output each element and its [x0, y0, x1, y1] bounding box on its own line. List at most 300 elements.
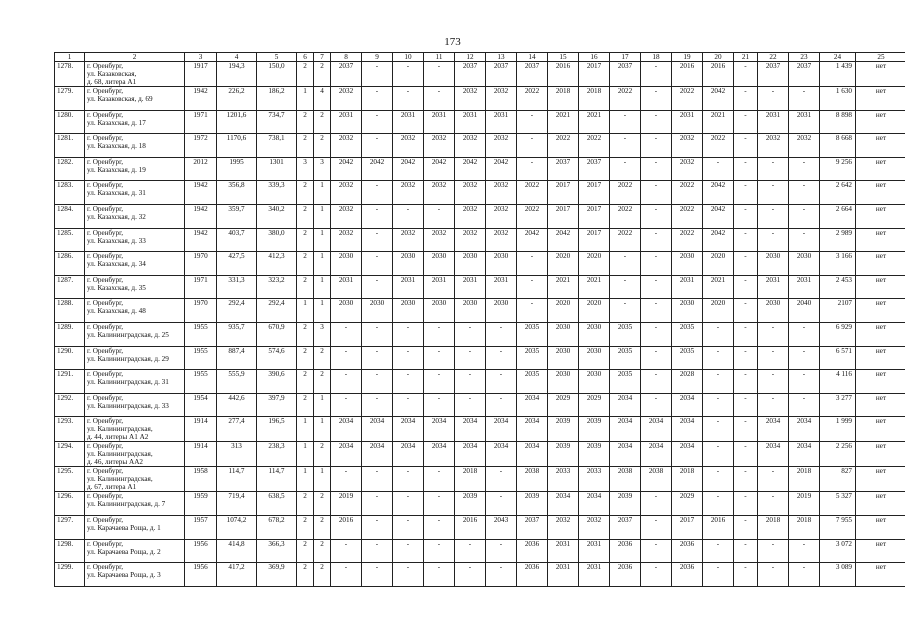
work-year-cell: 2017: [548, 181, 579, 205]
column-number-24: 24: [820, 53, 856, 62]
address-cell: [85, 181, 185, 205]
work-year-cell: 2039: [517, 492, 548, 516]
year-built: 1971: [185, 110, 217, 134]
year-built: 2012: [185, 157, 217, 181]
address-line: г. Оренбург,: [87, 204, 124, 213]
work-year-cell: -: [734, 62, 758, 87]
work-year-cell: -: [455, 370, 486, 394]
work-year-cell: 2032: [486, 134, 517, 158]
work-year-cell: -: [362, 492, 393, 516]
address-cell: [85, 252, 185, 276]
work-year-cell: -: [703, 563, 734, 587]
work-year-cell: 2021: [579, 110, 610, 134]
work-year-cell: 2034: [672, 442, 703, 467]
work-year-cell: 2032: [331, 181, 362, 205]
table-row: [55, 181, 905, 205]
total-area: 331,3: [217, 275, 257, 299]
year-built: 1942: [185, 181, 217, 205]
total-area: 277,4: [217, 417, 257, 442]
address-cell: [85, 442, 185, 467]
address-cell: [85, 110, 185, 134]
address-line: г. Оренбург,: [87, 134, 124, 143]
work-year-cell: 2037: [517, 515, 548, 539]
living-area: 114,7: [257, 467, 297, 492]
work-year-cell: 2042: [331, 157, 362, 181]
column-number-10: 10: [393, 53, 424, 62]
work-year-cell: 2031: [758, 110, 789, 134]
column-number-14: 14: [517, 53, 548, 62]
work-year-cell: 2037: [610, 515, 641, 539]
work-year-cell: 2034: [424, 442, 455, 467]
address-line: ул. Калининградская, д. 29: [87, 354, 169, 363]
work-year-cell: -: [362, 181, 393, 205]
row-number: 1290.: [55, 346, 85, 370]
status-flag: нет: [856, 563, 905, 587]
work-year-cell: 2037: [758, 62, 789, 87]
work-year-cell: -: [362, 204, 393, 228]
work-year-cell: -: [424, 322, 455, 346]
total-area: 292,4: [217, 299, 257, 323]
work-year-cell: 2030: [455, 299, 486, 323]
total-cost: 3 277: [820, 393, 856, 417]
work-year-cell: -: [393, 322, 424, 346]
work-year-cell: -: [789, 228, 820, 252]
year-built: 1971: [185, 275, 217, 299]
work-year-cell: 2029: [579, 393, 610, 417]
work-year-cell: 2036: [610, 563, 641, 587]
total-area: 1170,6: [217, 134, 257, 158]
total-area: 313: [217, 442, 257, 467]
entrances-count: 2: [314, 442, 331, 467]
work-year-cell: -: [703, 442, 734, 467]
work-year-cell: 2018: [455, 467, 486, 492]
work-year-cell: -: [424, 492, 455, 516]
year-built: 1955: [185, 370, 217, 394]
row-number: 1298.: [55, 539, 85, 563]
work-year-cell: 2037: [789, 62, 820, 87]
work-year-cell: -: [424, 467, 455, 492]
work-year-cell: 2034: [362, 442, 393, 467]
work-year-cell: -: [734, 322, 758, 346]
work-year-cell: 2020: [703, 299, 734, 323]
entrances-count: 1: [314, 299, 331, 323]
work-year-cell: -: [517, 252, 548, 276]
work-year-cell: 2016: [331, 515, 362, 539]
work-year-cell: -: [734, 87, 758, 111]
work-year-cell: 2034: [789, 442, 820, 467]
work-year-cell: 2034: [331, 417, 362, 442]
floors-count: 2: [297, 110, 314, 134]
total-cost: 1 439: [820, 62, 856, 87]
work-year-cell: -: [703, 492, 734, 516]
address-line: г. Оренбург,: [87, 275, 124, 284]
work-year-cell: 2038: [641, 467, 672, 492]
status-flag: нет: [856, 62, 905, 87]
floors-count: 2: [297, 181, 314, 205]
work-year-cell: 2016: [672, 62, 703, 87]
column-number-2: 2: [85, 53, 185, 62]
total-cost: 1 630: [820, 87, 856, 111]
status-flag: нет: [856, 275, 905, 299]
address-line: ул. Казахская, д. 34: [87, 260, 146, 269]
work-year-cell: -: [362, 134, 393, 158]
floors-count: 2: [297, 346, 314, 370]
work-year-cell: 2030: [424, 299, 455, 323]
work-year-cell: 2034: [610, 393, 641, 417]
work-year-cell: -: [455, 563, 486, 587]
work-year-cell: -: [641, 492, 672, 516]
work-year-cell: 2022: [517, 87, 548, 111]
work-year-cell: 2035: [517, 370, 548, 394]
entrances-count: 1: [314, 417, 331, 442]
work-year-cell: 2031: [455, 275, 486, 299]
work-year-cell: -: [517, 275, 548, 299]
row-number: 1285.: [55, 228, 85, 252]
work-year-cell: 2016: [548, 62, 579, 87]
total-cost: 4 116: [820, 370, 856, 394]
work-year-cell: 2030: [672, 299, 703, 323]
address-line: ул. Карачаева Роща, д. 1: [87, 523, 161, 532]
work-year-cell: -: [362, 87, 393, 111]
work-year-cell: 2030: [424, 252, 455, 276]
work-year-cell: 2022: [672, 204, 703, 228]
work-year-cell: -: [362, 275, 393, 299]
work-year-cell: 2031: [424, 110, 455, 134]
work-year-cell: -: [758, 157, 789, 181]
address-line: ул. Казахская, д. 48: [87, 307, 146, 316]
work-year-cell: -: [362, 467, 393, 492]
total-area: 719,4: [217, 492, 257, 516]
work-year-cell: 2030: [548, 370, 579, 394]
row-number: 1284.: [55, 204, 85, 228]
work-year-cell: -: [393, 492, 424, 516]
address-line: г. Оренбург,: [87, 157, 124, 166]
work-year-cell: 2018: [672, 467, 703, 492]
living-area: 734,7: [257, 110, 297, 134]
work-year-cell: -: [362, 322, 393, 346]
work-year-cell: 2018: [789, 467, 820, 492]
housing-register-table: [54, 52, 905, 587]
total-area: 442,6: [217, 393, 257, 417]
work-year-cell: 2032: [486, 228, 517, 252]
work-year-cell: -: [641, 252, 672, 276]
work-year-cell: -: [641, 563, 672, 587]
work-year-cell: 2022: [579, 134, 610, 158]
address-cell: [85, 393, 185, 417]
address-line: ул. Казаковская,: [87, 70, 137, 78]
address-line: г. Оренбург,: [87, 515, 124, 524]
column-number-1: 1: [55, 53, 85, 62]
work-year-cell: -: [610, 252, 641, 276]
entrances-count: 3: [314, 322, 331, 346]
work-year-cell: 2034: [362, 417, 393, 442]
work-year-cell: 2032: [486, 87, 517, 111]
work-year-cell: 2031: [672, 110, 703, 134]
work-year-cell: -: [641, 204, 672, 228]
total-area: 887,4: [217, 346, 257, 370]
work-year-cell: 2021: [579, 275, 610, 299]
total-area: 226,2: [217, 87, 257, 111]
table-row: [55, 157, 905, 181]
work-year-cell: -: [486, 467, 517, 492]
work-year-cell: 2031: [672, 275, 703, 299]
address-line: г. Оренбург,: [87, 228, 124, 237]
work-year-cell: -: [703, 393, 734, 417]
work-year-cell: 2036: [517, 563, 548, 587]
work-year-cell: 2042: [703, 181, 734, 205]
status-flag: нет: [856, 228, 905, 252]
work-year-cell: -: [610, 275, 641, 299]
entrances-count: 2: [314, 563, 331, 587]
work-year-cell: 2034: [517, 417, 548, 442]
work-year-cell: -: [393, 370, 424, 394]
work-year-cell: -: [424, 539, 455, 563]
address-line: г. Оренбург,: [87, 417, 124, 426]
work-year-cell: 2020: [548, 299, 579, 323]
work-year-cell: -: [734, 204, 758, 228]
year-built: 1955: [185, 346, 217, 370]
work-year-cell: 2022: [517, 204, 548, 228]
work-year-cell: -: [758, 204, 789, 228]
column-number-11: 11: [424, 53, 455, 62]
work-year-cell: 2034: [610, 417, 641, 442]
living-area: 340,2: [257, 204, 297, 228]
work-year-cell: 2021: [548, 275, 579, 299]
work-year-cell: 2030: [758, 299, 789, 323]
work-year-cell: -: [641, 539, 672, 563]
address-cell: [85, 299, 185, 323]
work-year-cell: -: [362, 370, 393, 394]
entrances-count: 3: [314, 157, 331, 181]
address-line: г. Оренбург,: [87, 346, 124, 355]
work-year-cell: 2031: [331, 275, 362, 299]
work-year-cell: 2031: [393, 275, 424, 299]
address-line: г. Оренбург,: [87, 539, 124, 548]
table-row: [55, 62, 905, 87]
work-year-cell: 2030: [486, 299, 517, 323]
work-year-cell: -: [517, 110, 548, 134]
work-year-cell: -: [789, 539, 820, 563]
year-built: 1958: [185, 467, 217, 492]
work-year-cell: 2021: [703, 110, 734, 134]
work-year-cell: -: [331, 467, 362, 492]
work-year-cell: 2042: [703, 87, 734, 111]
work-year-cell: -: [789, 370, 820, 394]
year-built: 1942: [185, 87, 217, 111]
floors-count: 2: [297, 370, 314, 394]
floors-count: 1: [297, 299, 314, 323]
table-row: [55, 393, 905, 417]
work-year-cell: -: [486, 370, 517, 394]
year-built: 1914: [185, 417, 217, 442]
living-area: 323,2: [257, 275, 297, 299]
entrances-count: 1: [314, 275, 331, 299]
column-number-18: 18: [641, 53, 672, 62]
total-area: 555,9: [217, 370, 257, 394]
column-number-7: 7: [314, 53, 331, 62]
work-year-cell: 2042: [517, 228, 548, 252]
work-year-cell: -: [641, 370, 672, 394]
work-year-cell: 2035: [517, 346, 548, 370]
work-year-cell: -: [734, 110, 758, 134]
work-year-cell: -: [734, 134, 758, 158]
work-year-cell: 2034: [393, 417, 424, 442]
floors-count: 2: [297, 252, 314, 276]
work-year-cell: 2016: [703, 515, 734, 539]
floors-count: 2: [297, 322, 314, 346]
table-row: [55, 346, 905, 370]
total-area: 194,3: [217, 62, 257, 87]
address-cell: [85, 134, 185, 158]
address-line: г. Оренбург,: [87, 467, 124, 476]
floors-count: 2: [297, 204, 314, 228]
work-year-cell: 2038: [517, 467, 548, 492]
work-year-cell: 2032: [548, 515, 579, 539]
work-year-cell: -: [734, 417, 758, 442]
entrances-count: 1: [314, 204, 331, 228]
address-line: ул. Калининградская, д. 33: [87, 401, 169, 410]
row-number: 1295.: [55, 467, 85, 492]
column-number-5: 5: [257, 53, 297, 62]
year-built: 1957: [185, 515, 217, 539]
work-year-cell: -: [734, 252, 758, 276]
floors-count: 2: [297, 515, 314, 539]
status-flag: нет: [856, 492, 905, 516]
work-year-cell: 2034: [331, 442, 362, 467]
living-area: 412,3: [257, 252, 297, 276]
work-year-cell: -: [331, 370, 362, 394]
year-built: 1956: [185, 539, 217, 563]
work-year-cell: -: [641, 157, 672, 181]
address-cell: [85, 539, 185, 563]
work-year-cell: -: [641, 275, 672, 299]
work-year-cell: -: [393, 62, 424, 87]
floors-count: 1: [297, 87, 314, 111]
table-row: [55, 492, 905, 516]
work-year-cell: 2030: [579, 346, 610, 370]
row-number: 1278.: [55, 62, 85, 87]
work-year-cell: 2022: [610, 204, 641, 228]
work-year-cell: -: [758, 370, 789, 394]
living-area: 369,9: [257, 563, 297, 587]
address-cell: [85, 204, 185, 228]
work-year-cell: 2018: [789, 515, 820, 539]
work-year-cell: 2031: [789, 110, 820, 134]
work-year-cell: 2037: [517, 62, 548, 87]
status-flag: нет: [856, 442, 905, 467]
work-year-cell: 2030: [789, 252, 820, 276]
work-year-cell: 2039: [579, 417, 610, 442]
living-area: 366,3: [257, 539, 297, 563]
table-row: [55, 417, 905, 442]
work-year-cell: -: [455, 346, 486, 370]
address-line: ул. Калининградская,: [87, 425, 153, 434]
address-line: г. Оренбург,: [87, 442, 124, 451]
work-year-cell: -: [641, 515, 672, 539]
living-area: 638,5: [257, 492, 297, 516]
work-year-cell: 2037: [579, 157, 610, 181]
column-number-22: 22: [758, 53, 789, 62]
floors-count: 2: [297, 563, 314, 587]
work-year-cell: -: [362, 346, 393, 370]
work-year-cell: 2032: [672, 157, 703, 181]
work-year-cell: -: [362, 393, 393, 417]
work-year-cell: 2032: [424, 134, 455, 158]
work-year-cell: -: [734, 275, 758, 299]
total-area: 356,8: [217, 181, 257, 205]
address-line: г. Оренбург,: [87, 252, 124, 261]
work-year-cell: -: [789, 157, 820, 181]
status-flag: нет: [856, 393, 905, 417]
work-year-cell: 2037: [548, 157, 579, 181]
year-built: 1972: [185, 134, 217, 158]
work-year-cell: 2034: [424, 417, 455, 442]
work-year-cell: 2034: [517, 393, 548, 417]
work-year-cell: -: [393, 467, 424, 492]
address-line: ул. Казахская, д. 17: [87, 118, 146, 127]
year-built: 1970: [185, 299, 217, 323]
work-year-cell: 2032: [331, 228, 362, 252]
column-number-16: 16: [579, 53, 610, 62]
work-year-cell: 2039: [548, 417, 579, 442]
work-year-cell: 2042: [393, 157, 424, 181]
work-year-cell: -: [734, 157, 758, 181]
total-cost: 7 955: [820, 515, 856, 539]
work-year-cell: 2032: [789, 134, 820, 158]
table-row: [55, 110, 905, 134]
address-line: ул. Карачаева Роща, д. 3: [87, 571, 161, 580]
address-line: г. Оренбург,: [87, 62, 124, 70]
work-year-cell: -: [362, 62, 393, 87]
total-cost: 3 166: [820, 252, 856, 276]
address-line: г. Оренбург,: [87, 322, 124, 331]
table-row: [55, 467, 905, 492]
address-line: д. 67, литера А1: [87, 483, 137, 492]
address-line: ул. Казахская, д. 32: [87, 212, 146, 221]
status-flag: нет: [856, 252, 905, 276]
column-number-17: 17: [610, 53, 641, 62]
work-year-cell: 2021: [548, 110, 579, 134]
table-row: [55, 252, 905, 276]
row-number: 1288.: [55, 299, 85, 323]
work-year-cell: 2034: [517, 442, 548, 467]
total-cost: 827: [820, 467, 856, 492]
work-year-cell: 2017: [579, 181, 610, 205]
work-year-cell: -: [455, 322, 486, 346]
work-year-cell: 2042: [362, 157, 393, 181]
work-year-cell: 2035: [672, 346, 703, 370]
work-year-cell: 2032: [455, 228, 486, 252]
work-year-cell: -: [703, 417, 734, 442]
work-year-cell: 2032: [424, 228, 455, 252]
table-row: [55, 442, 905, 467]
work-year-cell: -: [424, 87, 455, 111]
work-year-cell: 2030: [393, 299, 424, 323]
living-area: 186,2: [257, 87, 297, 111]
row-number: 1281.: [55, 134, 85, 158]
column-number-12: 12: [455, 53, 486, 62]
work-year-cell: 2040: [789, 299, 820, 323]
work-year-cell: 2030: [579, 322, 610, 346]
address-line: ул. Казахская, д. 18: [87, 142, 146, 151]
work-year-cell: -: [641, 87, 672, 111]
work-year-cell: 2030: [672, 252, 703, 276]
living-area: 574,6: [257, 346, 297, 370]
work-year-cell: -: [703, 467, 734, 492]
work-year-cell: 2034: [758, 417, 789, 442]
column-number-13: 13: [486, 53, 517, 62]
work-year-cell: 2030: [331, 252, 362, 276]
